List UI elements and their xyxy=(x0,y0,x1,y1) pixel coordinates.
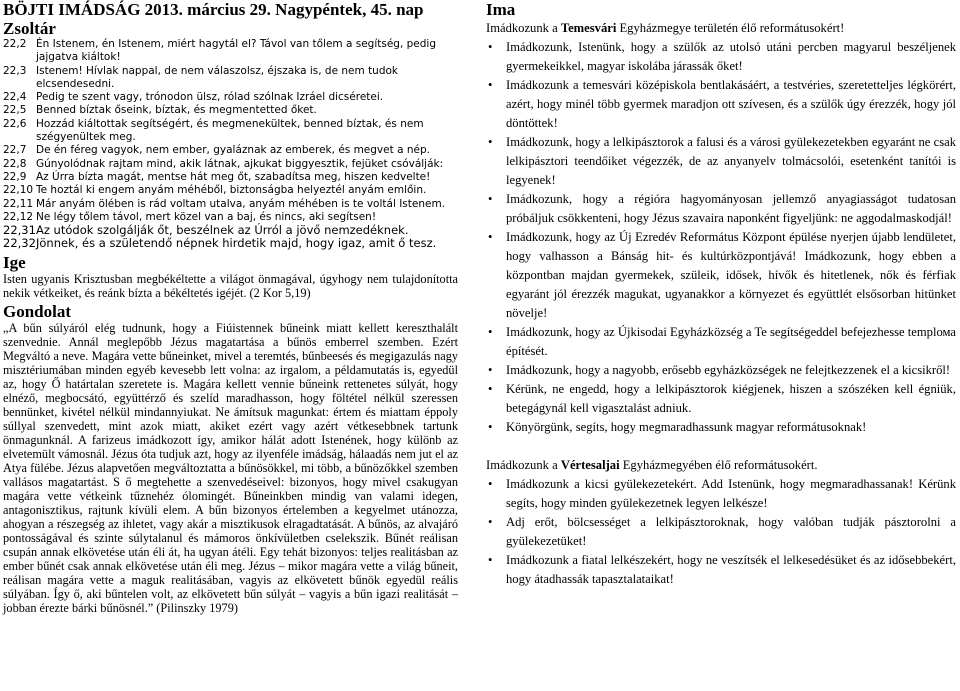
bullet-icon: • xyxy=(488,230,493,244)
psalm-verse xyxy=(3,91,458,104)
ima-heading: Ima xyxy=(486,0,516,19)
verse-number: 22,9 xyxy=(3,170,27,183)
prayer-item xyxy=(486,38,956,76)
psalm-heading: Zsoltár xyxy=(3,19,56,38)
psalm-verse xyxy=(3,198,458,211)
prayer-text: Imádkozunk, hogy a nagyobb, erősebb egyházközségek ne felejtkezzenek el a kicsikről! xyxy=(506,363,951,377)
ige-heading: Ige xyxy=(3,252,26,272)
right-column xyxy=(486,0,956,589)
prayer-item xyxy=(486,228,956,323)
verse-text: Te hoztál ki engem anyám méhéből, biztonságba helyeztél anyám emlőin. xyxy=(36,184,427,197)
bullet-icon: • xyxy=(488,78,493,92)
prayer-item xyxy=(486,475,956,513)
ige-text: Isten ugyanis Krisztusban megbékéltette a világot önmagával, úgyhogy nem tulajdonította nekik vétkeiket, és reánk bízta a békéltetés igéjét. (2 Kor 5,19) xyxy=(3,271,458,300)
verse-number: 22,6 xyxy=(3,117,27,130)
prayer-list-vertesalja xyxy=(486,475,956,589)
verse-number: 22,3 xyxy=(3,64,27,77)
verse-text: Benned bíztak őseink, bíztak, és megmentetted őket. xyxy=(36,104,317,117)
prayer-item xyxy=(486,513,956,551)
verse-number: 22,11 xyxy=(3,197,34,210)
intro-text-after: Egyházmegye területén élő reformátusokért! xyxy=(616,21,845,35)
verse-text: De én féreg vagyok, nem ember, gyaláznak az emberek, és megvet a nép. xyxy=(36,144,430,157)
bullet-icon: • xyxy=(488,325,493,339)
verse-text: Az utódok szolgálják őt, beszélnek az Úrról a jövő nemzedéknek. xyxy=(36,223,409,238)
psalm-verse xyxy=(3,158,458,171)
verse-number: 22,12 xyxy=(3,210,34,223)
verse-number: 22,10 xyxy=(3,184,34,197)
intro2-church-name: Vértesaljai xyxy=(560,458,620,472)
gondolat-heading: Gondolat xyxy=(3,301,72,321)
prayer-text: Imádkozunk, hogy az Újkisodai Egyházközség a Te segítségeddel befejezhesse templома építését. xyxy=(506,325,956,358)
bullet-icon: • xyxy=(488,363,493,377)
psalm-verse xyxy=(3,224,458,237)
prayer-item xyxy=(486,380,956,418)
prayer-text: Könyörgünk, segíts, hogy megmaradhassunk magyar reformátusoknak! xyxy=(506,420,867,434)
bullet-icon: • xyxy=(488,553,493,567)
bullet-icon: • xyxy=(488,40,493,54)
intro-church-name: Temesvári xyxy=(560,21,617,35)
psalm-verse xyxy=(3,118,458,145)
verse-number: 22,8 xyxy=(3,157,27,170)
psalm-verse xyxy=(3,184,458,197)
intro-text-before: Imádkozunk a xyxy=(486,21,561,35)
bullet-icon: • xyxy=(488,135,493,149)
bullet-icon: • xyxy=(488,477,493,491)
verse-text: Én Istenem, én Istenem, miért hagytál el? Távol van tőlem a segítség, pedig jajgatva kiáltok! xyxy=(36,38,437,64)
verse-text: Ne légy tőlem távol, mert közel van a baj, és nincs, aki segítsen! xyxy=(36,210,377,223)
prayer-item xyxy=(486,76,956,133)
prayer-text: Adj erőt, bölcsességet a lelkipásztoroknak, hogy valóban tudják pásztorolni a gyülekezetüket! xyxy=(506,515,956,548)
ima-intro-2 xyxy=(486,456,956,475)
psalm-verse xyxy=(3,144,458,157)
verse-text: Istenem! Hívlak nappal, de nem válaszolsz, éjszaka is, de nem tudok elcsendesedni. xyxy=(36,64,399,90)
psalm-verse xyxy=(3,65,458,92)
prayer-item xyxy=(486,323,956,361)
verse-number: 22,32 xyxy=(3,236,36,251)
intro2-text-after: Egyházmegyében élő reformátusokért. xyxy=(619,458,818,472)
page-title: BÖJTI IMÁDSÁG 2013. március 29. Nagypéntek, 45. nap xyxy=(3,0,424,19)
bullet-icon: • xyxy=(488,382,493,396)
prayer-text: Kérünk, ne engedd, hogy a lelkipásztorok kiégjenek, hiszen a szószéken kell égniük, betegágynál kell vigasztalást adniuk. xyxy=(506,382,956,415)
prayer-item xyxy=(486,551,956,589)
left-column xyxy=(3,0,458,615)
intro2-text-before: Imádkozunk a xyxy=(486,458,561,472)
prayer-item xyxy=(486,133,956,190)
verse-number: 22,5 xyxy=(3,104,27,117)
psalm-verses xyxy=(3,38,458,251)
bullet-icon: • xyxy=(488,515,493,529)
bullet-icon: • xyxy=(488,192,493,206)
prayer-text: Imádkozunk, Istenünk, hogy a szülők az utolsó utáni percben magyarul beszéljenek gyermekeikkel, magyar iskolába járassák őket! xyxy=(506,40,956,73)
prayer-text: Imádkozunk a temesvári középiskola bentlakásáért, a testvéries, szeretetteljes légkörért, azért, hogy minél több gyermek maradjon ott szívesen, és a szülők úgy érezzék, hogy jól döntöttek! xyxy=(506,78,956,130)
psalm-verse xyxy=(3,104,458,117)
prayer-text: Imádkozunk, hogy a régióra hagyományosan jellemző anyagiasságot tudatosan próbáljuk csökkenteni, hogy Jézus szavaira naponként figyeljünk: ne aggodalmaskodjál! xyxy=(506,192,956,225)
verse-text: Pedig te szent vagy, trónodon ülsz, rólad szólnak Izráel dicséretei. xyxy=(36,91,384,104)
verse-text: Hozzád kiáltottak segítségért, és megmenekültek, benned bíztak, és nem szégyenültek meg. xyxy=(36,117,424,144)
bullet-icon: • xyxy=(488,420,493,434)
verse-text: Jönnek, és a születendő népnek hirdetik majd, hogy igaz, amit ő tesz. xyxy=(36,236,437,251)
verse-number: 22,4 xyxy=(3,91,27,104)
prayer-text: Imádkozunk a kicsi gyülekezetekért. Add Istenünk, hogy megmaradhassanak! Kérünk segíts, hogy minden gyülekezetnek legyen lelkésze! xyxy=(506,477,956,510)
psalm-verse xyxy=(3,171,458,184)
psalm-verse xyxy=(3,237,458,250)
ima-intro xyxy=(486,19,956,38)
prayer-item xyxy=(486,361,956,380)
prayer-text: Imádkozunk a fiatal lelkészekért, hogy ne veszítsék el lelkesedésüket és az idősebbekért, hogy átadhassák tapasztalataikat! xyxy=(506,553,956,586)
prayer-item xyxy=(486,190,956,228)
verse-text: Már anyám ölében is rád voltam utalva, anyám méhében is te voltál Istenem. xyxy=(36,197,446,210)
psalm-verse xyxy=(3,38,458,65)
verse-text: Gúnyolódnak rajtam mind, akik látnak, ajkukat biggyesztik, fejüket csóválják: xyxy=(36,157,444,170)
prayer-text: Imádkozunk, hogy a lelkipásztorok a falusi és a városi gyülekezetekben egyaránt ne csak lelkipásztori teendőiket végezzék, de az anyanyelv tolmácsolói, esetenként tanítói is legyenek! xyxy=(506,135,956,187)
verse-number: 22,7 xyxy=(3,144,27,157)
prayer-list-temesvar xyxy=(486,38,956,437)
gondolat-text: „A bűn súlyáról elég tudnunk, hogy a Fiúistennek bűneink miatt kellett kereszthalált szenvednie. Annál meglepőbb Jézus magatartása a bűnös emberrel szemben. Ezért Megváltó a neve. Magára vette bűneinket, mivel a teremtés, bűnbeesés és megigazulás nagy misztériumában minden egyéb kevesebb lett volna: az irgalom, a példamutatás is, egyedül az, hogy Ő határtalan szeretete is. Magára kellett vennie bűneink rettenetes súlyát, hogy elnéző, megbocsátó, együttérző és szelíd maradhasson, hogy föltétel nélkül szeressen bennünket, kivétel nélkül mindannyiukat. Ne ámítsuk magunkat: értem és miattam éppoly súllyal szenvedett, mint azok miatt, akiket ezért vagy azért vétkesebbnek tartunk önmagunknál. A farizeus imádkozott így, amikor hálát adott Istenének, hogy különb az elvetemült vámosnál. Jézus óta tudjuk azt, hogy az ilyenféle imádság, hálaadás nem jut el az Atya fülébe. Jézus alapvetően megváltoztatta a bűnösökkel, mi több, a bűnözőkkel szemben vallásos magatartást. S ő megtehette a szenvedéseivel: bizonyos, hogy mivel csakugyan magára vette vétkeink tűznehéz ólomingét. Bűneinkben mindig van valami idegen, antagonisztikus, rajtunk kívüli elem. A bűn bizonyos értelemben a kegyelmet utánozza, ahogyan a részegség az ihletet, vagy akár a misztikusok elragadtatását. A bűnös, az alvajáró pontosságával és szinte súlytalanul és mámoros önkívületben cselekszik. Bűnét reálisan csupán annak elkövetése után éli át, ha ugyan átéli. Egy tehát bizonyos: teljes realitásban az ember bűnét csak annak elkövetése után éli meg. Jézus – mikor magára vette a világ bűneit, reálisan magára vette a maguk realitásában, vagyis az elkövetett bűnök egyedül reális súlyában. Így ő, aki bűntelen volt, az elkövetett bűn súlyát – vagyis a bűn igazi realitását – jobban érezte bárki bűnösnél.” (Pilinszky 1979) xyxy=(3,320,458,615)
verse-number: 22,2 xyxy=(3,38,27,50)
prayer-item xyxy=(486,418,956,437)
prayer-text: Imádkozunk, hogy az Új Ezredév Református Központ épülése nyerjen újabb lendületet, hogy valhasson a Bánság hit- és kultúrközpontjává! Imádkozunk, hogy ebben a központban majdan gyermekek, szüleik, idősek, hívők és hitetlenek, nők és férfiak egyaránt jól érezzék magukat, ugyanakkor a környezet és együttlét elsősorban hitünket növelje! xyxy=(506,230,956,320)
verse-text: Az Úrra bízta magát, mentse hát meg őt, szabadítsa meg, hiszen kedvelte! xyxy=(36,170,431,183)
verse-number: 22,31 xyxy=(3,223,36,238)
